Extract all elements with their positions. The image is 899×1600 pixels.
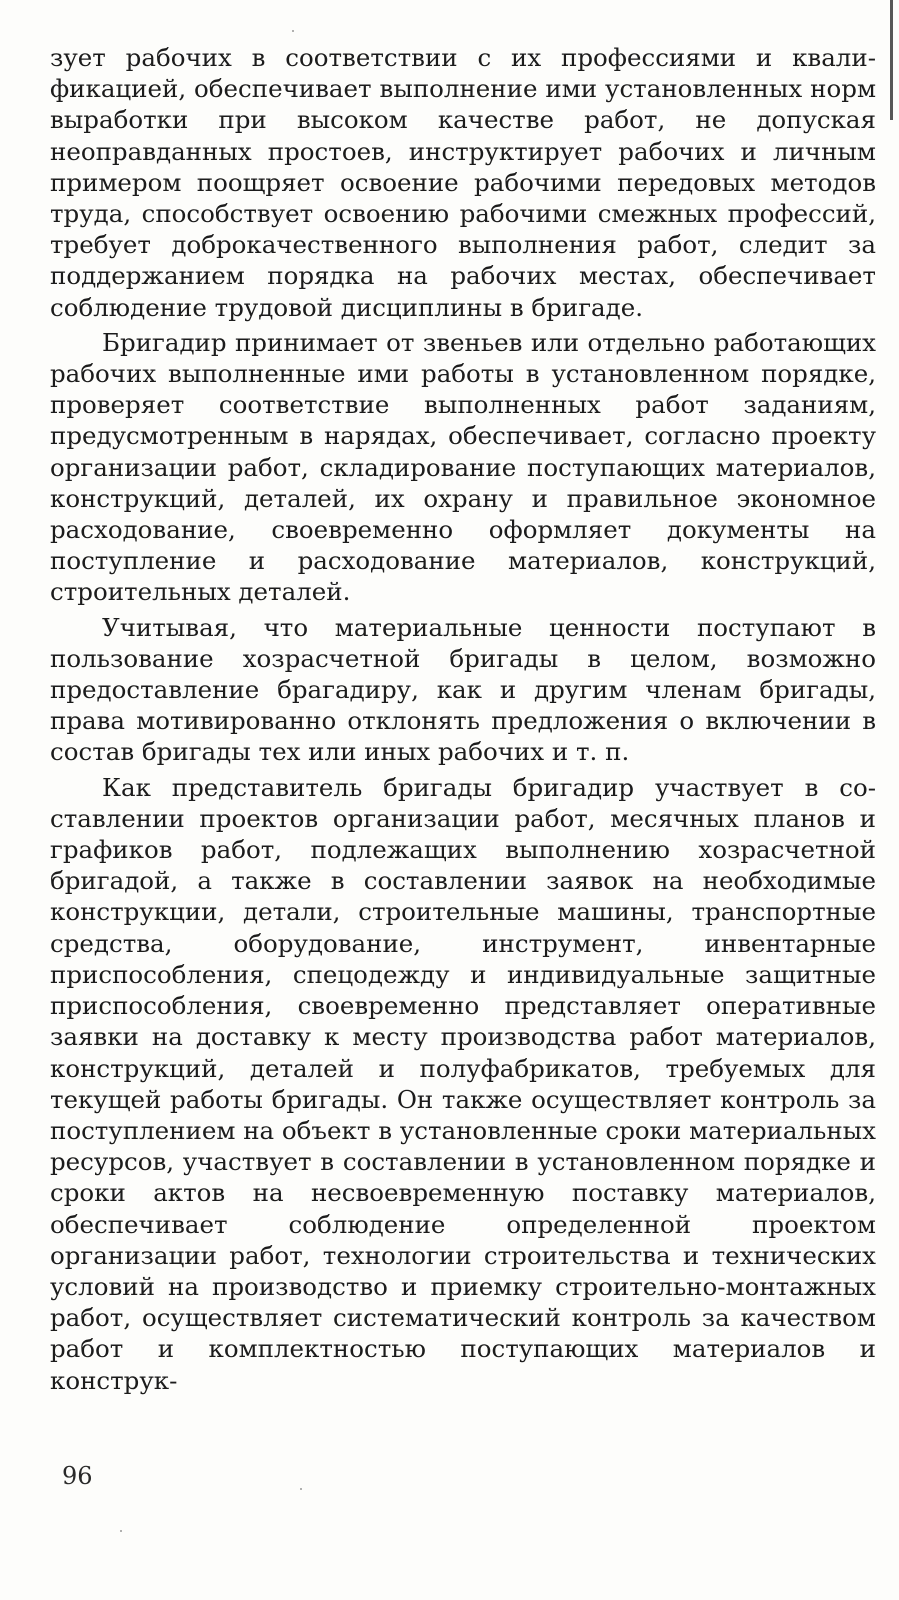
paragraph-3: Учитывая, что материальные ценности поступают в пользование хозрасчетной бригады в целом, возможно предоставление брагадиру, как и другим членам бригады, права мотивированно отклонять предложения о включении в состав бригады тех или иных рабочих и т. п. bbox=[50, 612, 876, 767]
body-text bbox=[50, 42, 876, 1396]
page-number: 96 bbox=[62, 1462, 93, 1490]
scan-edge-shadow bbox=[890, 0, 893, 120]
paragraph-1: зует рабочих в соответствии с их профессиями и квалификацией, обеспечивает выполнение ими установленных норм выработки при высоком качестве работ, не допуская неоправданных простоев, инструктирует рабочих и личным примером поощряет освоение рабочими передовых методов труда, способствует освоению рабочими смежных профессий, требует доброкачественного выполнения работ, следит за поддержанием порядка на рабочих местах, обеспечивает соблюдение трудовой дисциплины в бригаде. bbox=[50, 43, 876, 322]
scan-speck bbox=[300, 1488, 302, 1490]
scan-speck bbox=[120, 1530, 122, 1532]
paragraph-2: Бригадир принимает от звеньев или отдельно работающих рабочих выполненные ими работы в установленном порядке, проверяет соответствие выполненных работ заданиям, предусмотренным в нарядах, обеспечивает, согласно проекту организации работ, складирование поступающих материалов, конструкций, деталей, их охрану и правильное экономное расходование, своевременно оформляет документы на поступление и расходование материалов, конструкций, строительных деталей. bbox=[50, 327, 876, 607]
scan-speck bbox=[292, 30, 294, 32]
paragraph-4: Как представитель бригады бригадир участвует в составлении проектов организации работ, месячных планов и графиков работ, подлежащих выполнению хозрасчетной бригадой, а также в составлении заявок на необходимые конструкции, детали, строительные машины, транспортные средства, оборудование, инструмент, инвентарные приспособления, спецодежду и индивидуальные защитные приспособления, своевременно представляет оперативные заявки на доставку к месту производства работ материалов, конструкций, деталей и полуфабрикатов, требуемых для текущей работы бригады. Он также осуществляет контроль за поступлением на объект в установленные сроки материальных ресурсов, участвует в составлении в установленном порядке и сроки актов на несвоевременную поставку материалов, обеспечивает соблюдение определенной проектом организации работ, технологии строительства и технических условий на производство и приемку строительно-монтажных работ, осуществляет систематический контроль за качеством работ и комплектностью поступающих материалов и конструк- bbox=[50, 772, 876, 1395]
